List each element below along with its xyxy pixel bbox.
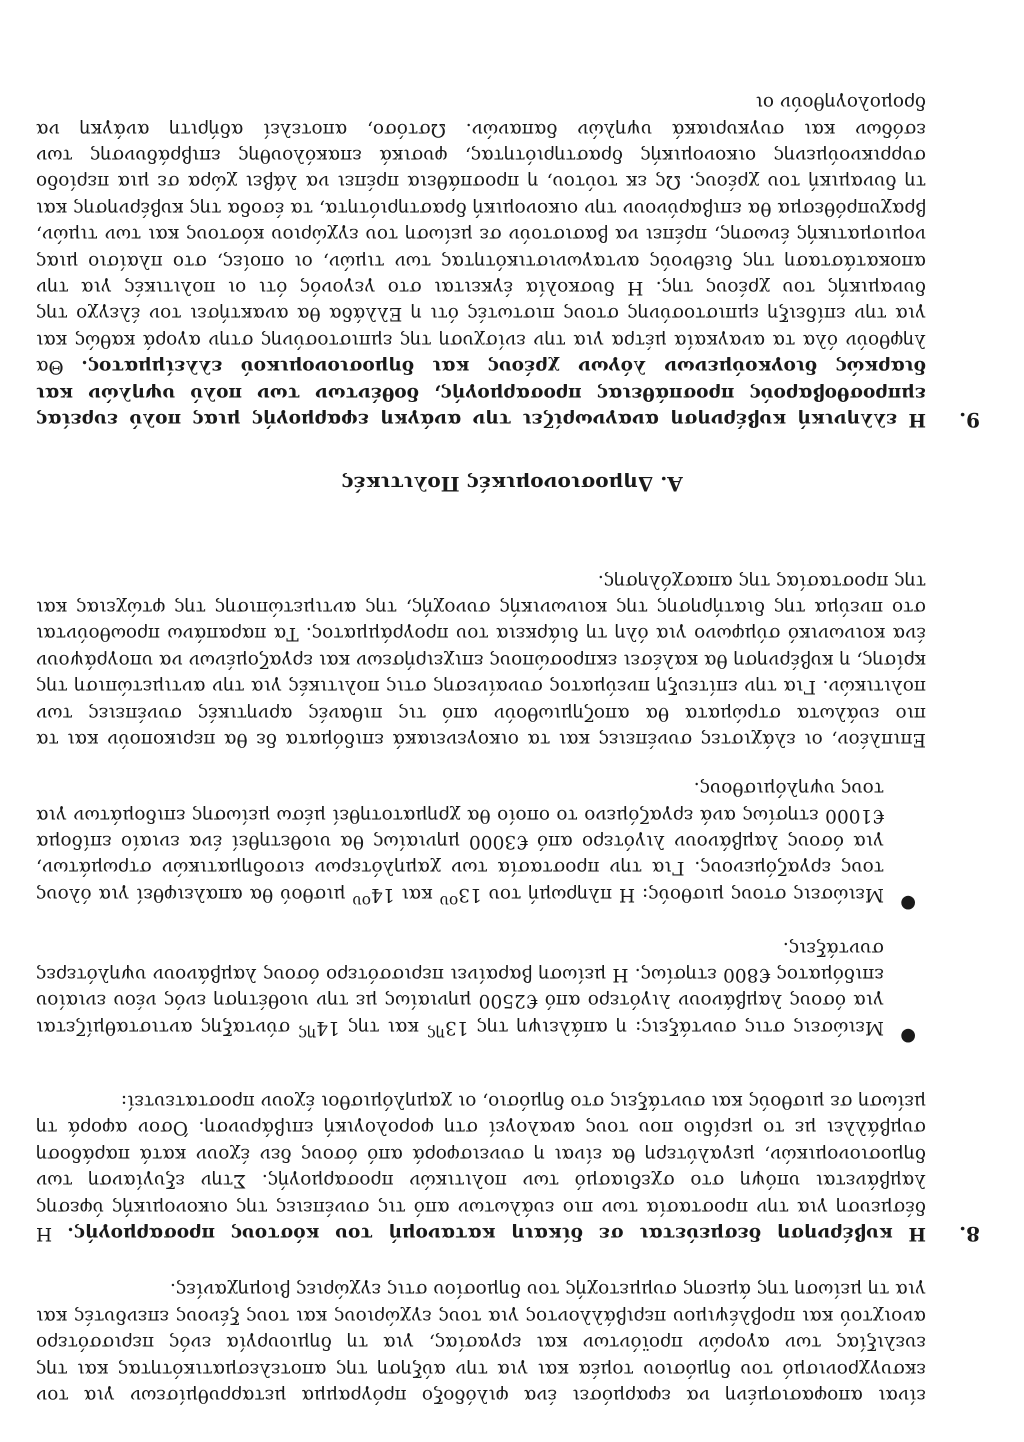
section-9-text	[36, 89, 926, 432]
bullet-dot-2: ●	[900, 893, 916, 914]
bullet-item-salaries	[36, 775, 884, 914]
section-9-body: Θα ληφθούν όλα τα αναγκαία μέτρα για την ενίσχυση της εμπιστοσύνης στην αγορά καθώς και για την επίδειξη εμπιστοσύνης στους πιστωτές ότι η Ελλάδα θα ανακτήσει τον έλεγχο της δυναμικής του χρέους της. Η δυσκολία έγκειται στο γεγονός ότι οι πολιτικές για την αποκατάσταση της διεθνούς ανταγωνιστικότητας των τιμών, οι οποίες, στο πλαίσιο μιας νομισματικής ένωσης, πρέπει να βασιστούν σε μείωση του εγχώριου κόστους και των τιμών, βραχυπρόθεσμα θα επιβαρύνουν την οικονομική δραστηριότητα, τα έσοδα της κυβέρνησης και τη δυναμική του χρέους. Ως εκ τούτου, η προσπάθεια πρέπει να λάβει χώρα σε μια περίοδο συρρικνούμενης οικονομικής δραστηριότητας, φυσικά επακόλουθης επιβράδυνσης των εσόδων και συγκυριακά υψηλών δαπανών. Ωστόσο, αποτελεί αδήριτη ανάγκη να δρομολογηθούν οι	[36, 92, 926, 378]
intro-paragraph	[36, 1276, 926, 1408]
section-8-number: 8.	[959, 1222, 980, 1246]
section-8-text	[36, 1088, 926, 1246]
closing-text: Επιπλέον, οι ελάχιστες συνέπειες και τα οικογενειακά επιδόματα δε θα περικοπούν και τα πιο ευάλωτα στρώματα θα αποζημιωθούν από τις πιθανές αρνητικές συνέπειες των πολιτικών. Για την επίτευξη πνεύματος συναίνεσης στις πολιτικές για την αντιμετώπιση της κρίσης, η κυβέρνηση θα καλέσει εκπροσώπους επιχειρήσεων και εργαζομένων να υπογράψουν ένα κοινωνικό σύμφωνο για όλη τη διάρκεια του προγράμματος. Τα παραπάνω προωθούνται στο πνεύμα της διατήρησης της κοινωνικής συνοχής, της αντιμετώπισης της φτώχειας και της προστασίας της απασχόλησης.	[35, 570, 926, 750]
closing-paragraph	[36, 567, 926, 752]
section-9-number: 9.	[959, 408, 980, 432]
intro-text: είναι αποφασισμένη να εφαρμόσει ένα φιλόδοξο πρόγραμμα μεταρρυθμίσεων για τον εκσυγχρονισμό του δημόσιου τομέα και για την αύξηση της αποτελεσματικότητας και της ευελιξίας των αγορών προϊόντων και εργασίας, για τη δημιουργία ενός περισσότερο ανοιχτού και προβλέψιμου περιβάλλοντος για τους εγχώριους και τους ξένους επενδυτές και για τη μείωση της άμεσης συμμετοχής του δημοσίου στις εγχώριες βιομηχανίες.	[36, 1279, 926, 1406]
bullet-dot-1: ●	[900, 1026, 916, 1047]
section-9-paragraph	[36, 89, 926, 432]
bullet-salaries-text: Μειώσεις στους μισθούς: Η πληρωμή του $13^{o\upsilon}$ και $14^{o\upsilon}$ μισθού θα απαλειφθεί για όλους τους εργαζόμενους. Για την προστασία των χαμηλότερων εισοδηματικών στρωμάτων, για όσους λαμβάνουν λιγότερο από €3000 μηνιαίως θα υιοθετηθεί ένα ενιαίο επίδομα €1000 ετησίως ανά εργαζόμενο το οποίο θα χρηματοτηθεί μέσω μείωσης επιδομάτων για τους υψηλόμισθους.	[35, 778, 884, 910]
section-8-title: Η κυβέρνηση δεσμεύεται σε δίκαιη κατανομή του κόστους προσαρμογής.	[67, 1223, 926, 1244]
section-a-heading: Α. Δημοσιονομικές Πολιτικές	[341, 472, 683, 496]
section-8-body: Η δέσμευση για την προστασία των πιο ευάλωτων από τις συνέπειες της οικονομικής ύφεσης λαμβάνεται υπόψη στο σχεδιασμό των πολιτικών προσαρμογής. Στην εξυγίανση των δημοσιονομικών, μεγαλύτερη θα είναι η συνεισφορά από όσους δεν έχουν κατά παράδοση συμβάλλει με το μερίδιο που τους αναλογεί στη φορολογική επιβάρυνση. Όσον αφορά τη μείωση σε μισθούς και συντάξεις στο δημόσιο, οι χαμηλόμισθοι έχουν προστατευτεί:	[36, 1090, 926, 1244]
bullet-item-pensions	[36, 934, 884, 1047]
section-9-title: Η ελληνική κυβέρνηση αναγνωρίζει την ανάγκη εφαρμογής μιας πολύ ευρείας εμπροσθοβαρούς προσπάθειας προσαρμογής, δοθέντων των πολύ υψηλών και διαρκώς διογκούμενων λόγων χρέους και δημοσιονομικού ελλείμματος.	[36, 356, 926, 430]
section-8-paragraph	[36, 1088, 926, 1246]
bullet-pensions-text: Μειώσεις στις συντάξεις: η απάλειψη της $13^{\eta\varsigma}$ και της $14^{\eta\varsigma}$ σύνταξης αντισταθμίζεται για όσους λαμβάνουν λιγότερο από €2500 μηνιαίως με την υιοθέτηση ενός νέου ενιαίου επιδόματος €800 ετησίως. Η μείωση βαραίνει περισσότερο όσους λαμβάνουν υψηλότερες συντάξεις.	[35, 937, 884, 1043]
